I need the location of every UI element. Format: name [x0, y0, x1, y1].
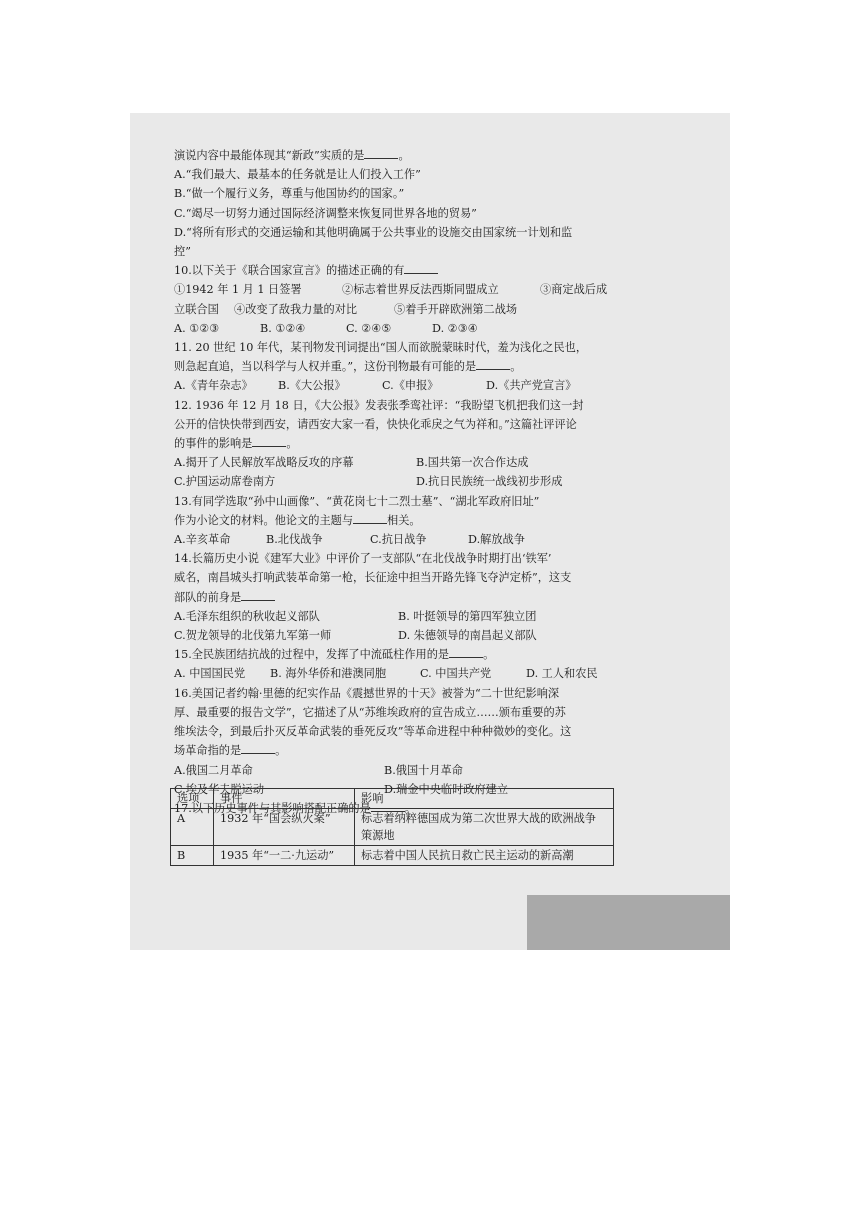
- redaction-block: [527, 895, 730, 950]
- q14-line-2: 威名，南昌城头打响武装革命第一枪，长征途中担当开路先锋飞夺泸定桥”，这支: [174, 571, 572, 585]
- event-impact-table: [170, 788, 614, 866]
- q9-option-d: D.“将所有形式的交通运输和其他明确属于公共事业的设施交由国家统一计划和监: [174, 225, 573, 239]
- q17-stem: 17.以下历史事件与其影响搭配正确的是 。: [174, 799, 694, 818]
- table-row: [171, 846, 614, 866]
- answer-blank: [476, 357, 510, 370]
- q9-stem: 演说内容中最能体现其“新政”实质的是 。: [174, 146, 694, 165]
- q12-line-1: 12. 1936 年 12 月 18 日，《大公报》发表张季鸾社评：“我盼望飞机把我们这一封: [174, 398, 584, 412]
- q11-line-1: 11. 20 世纪 10 年代，某刊物发刊词提出“国人而欲脱蒙昧时代，羞为浅化之民也，: [174, 341, 588, 355]
- q13-options: A.辛亥革命 B.北伐战争 C.抗日战争 D.解放战争: [174, 533, 525, 547]
- table-cell: A: [171, 809, 214, 846]
- table-row: [171, 809, 614, 846]
- table-cell: 标志着中国人民抗日救亡民主运动的新高潮: [355, 846, 614, 866]
- q14-options-ab: A.毛泽东组织的秋收起义部队 B. 叶挺领导的第四军独立团: [174, 609, 537, 623]
- q12-line-3: 的事件的影响是 。: [174, 434, 694, 453]
- answer-blank: [241, 588, 275, 601]
- q16-options-ab: A.俄国二月革命 B.俄国十月革命: [174, 763, 463, 777]
- table-header-cell: 选项: [171, 789, 214, 809]
- table-cell: B: [171, 846, 214, 866]
- table-cell: 1932 年“国会纵火案”: [214, 809, 355, 846]
- q16-line-1: 16.美国记者约翰·里德的纪实作品《震撼世界的十天》被誉为“二十世纪影响深: [174, 686, 560, 700]
- table-header-row: [171, 789, 614, 809]
- answer-blank: [252, 434, 286, 447]
- answer-blank: [449, 645, 483, 658]
- q9-option-c: C.“竭尽一切努力通过国际经济调整来恢复同世界各地的贸易”: [174, 206, 477, 220]
- q14-line-3: 部队的前身是: [174, 588, 694, 607]
- table-cell: 标志着纳粹德国成为第二次世界大战的欧洲战争策源地: [355, 809, 614, 846]
- q16-line-3: 维埃法令，到最后扑灭反革命武装的垂死反攻”等革命进程中种种微妙的变化。这: [174, 725, 572, 739]
- q9-option-d-cont: 控”: [174, 245, 191, 259]
- q11-line-2: 则急起直追，当以科学与人权并重。”，这份刊物最有可能的是 。: [174, 357, 694, 376]
- answer-blank: [353, 511, 387, 524]
- table-cell: 1935 年“一二·九运动”: [214, 846, 355, 866]
- q10-statements-1: ①1942 年 1 月 1 日签署 ②标志着世界反法西斯同盟成立 ③商定战后成: [174, 283, 608, 297]
- q15-stem: 15.全民族团结抗战的过程中，发挥了中流砥柱作用的是 。: [174, 645, 694, 664]
- scanned-page: [130, 113, 730, 950]
- q9-option-b: B.“做一个履行义务，尊重与他国协约的国家。”: [174, 187, 405, 201]
- q10-options: A. ①②③ B. ①②④ C. ②④⑤ D. ②③④: [174, 321, 478, 335]
- q10-stem: 10.以下关于《联合国家宣言》的描述正确的有: [174, 261, 694, 280]
- q16-line-2: 厚、最重要的报告文学”，它描述了从“苏维埃政府的宣告成立……颁布重要的苏: [174, 705, 566, 719]
- q15-options: A. 中国国民党 B. 海外华侨和港澳同胞 C. 中国共产党 D. 工人和农民: [174, 667, 598, 681]
- q9-option-a: A.“我们最大、最基本的任务就是让人们投入工作”: [174, 168, 421, 182]
- table-header-cell: 事件: [214, 789, 355, 809]
- table-header-cell: 影响: [355, 789, 614, 809]
- answer-blank: [364, 146, 398, 159]
- q14-line-1: 14.长篇历史小说《建军大业》中评价了一支部队“在北伐战争时期打出‘铁军’: [174, 552, 552, 566]
- q10-statements-2: 立联合国 ④改变了敌我力量的对比 ⑤着手开辟欧洲第二战场: [174, 302, 518, 316]
- answer-blank: [404, 261, 438, 274]
- question-content: [174, 146, 694, 818]
- q16-line-4: 场革命指的是 。: [174, 741, 694, 760]
- q14-options-cd: C.贺龙领导的北伐第九军第一师 D. 朱德领导的南昌起义部队: [174, 629, 537, 643]
- q12-line-2: 公开的信快快带到西安，请西安大家一看，快快化乖戾之气为祥和。”这篇社评评论: [174, 417, 577, 431]
- q12-options-cd: C.护国运动席卷南方 D.抗日民族统一战线初步形成: [174, 475, 563, 489]
- answer-blank: [241, 741, 275, 754]
- q12-options-ab: A.揭开了人民解放军战略反攻的序幕 B.国共第一次合作达成: [174, 456, 529, 470]
- q16-options-cd: C.埃及华夫脱运动 D.瑞金中央临时政府建立: [174, 782, 509, 796]
- q11-options: A.《青年杂志》 B.《大公报》 C.《申报》 D.《共产党宣言》: [174, 379, 577, 393]
- q13-line-1: 13.有同学选取“孙中山画像”、“黄花岗七十二烈士墓”、“湖北军政府旧址”: [174, 494, 540, 508]
- q13-line-2: 作为小论文的材料。他论文的主题与 相关。: [174, 511, 694, 530]
